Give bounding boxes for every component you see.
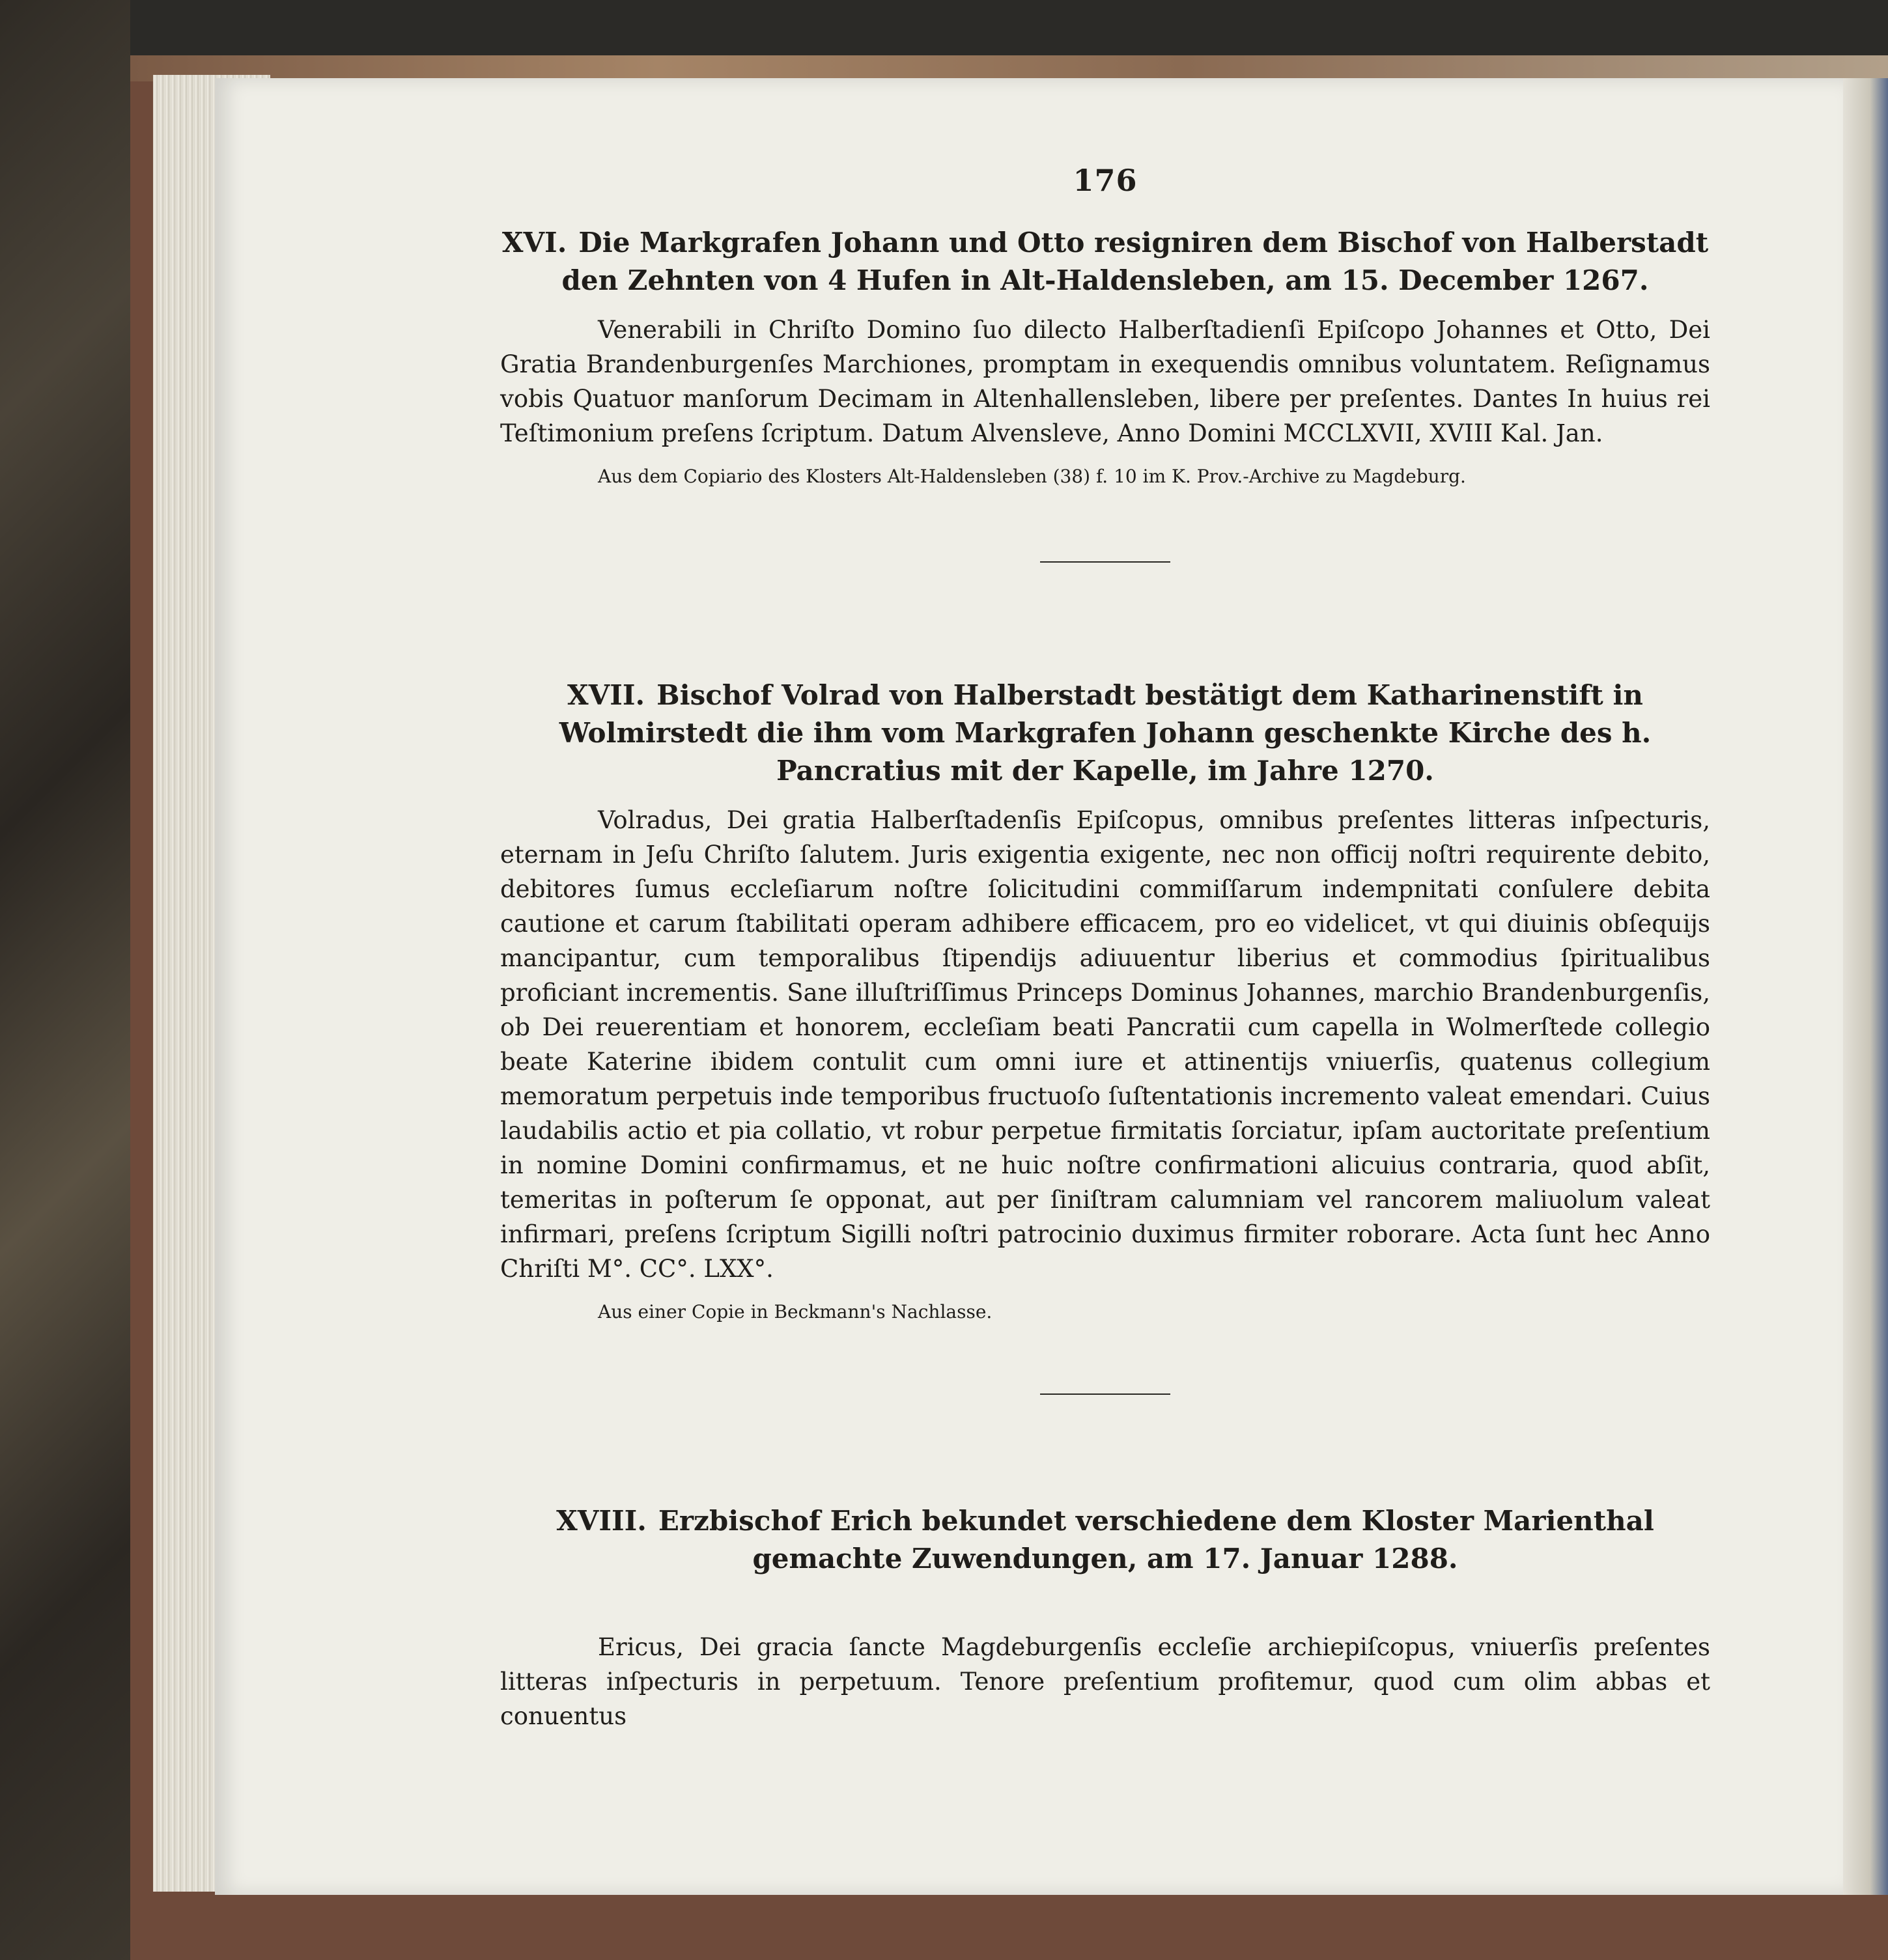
book-top-edge: [130, 55, 1888, 81]
section-heading: [500, 224, 1710, 300]
section-title: Bischof Volrad von Halberstadt bestätigt dem Katharinenstift in Wolmirstedt die ihm vom Markgrafen Johann geschenkte Kirche des h. Pancratius mit der Kapelle, im Jahre 1270.: [559, 679, 1652, 787]
section-title: Die Markgrafen Johann und Otto resigniren dem Bischof von Halberstadt den Zehnten von 4 Hufen in Alt-Haldensleben, am 15. December 1267.: [561, 227, 1709, 296]
section-xviii: [500, 1502, 1710, 1733]
marbled-cover-edge: [0, 0, 130, 1960]
section-heading: [500, 1502, 1710, 1578]
section-numeral: XVI.: [501, 227, 567, 259]
source-note: Aus dem Copiario des Klosters Alt-Haldensleben (38) f. 10 im K. Prov.-Archive zu Magdeburg.: [598, 466, 1466, 487]
section-xvi: [500, 224, 1710, 490]
page-content: [500, 163, 1710, 1733]
section-xvii: [500, 677, 1710, 1325]
section-body: [500, 803, 1710, 1286]
section-numeral: XVII.: [567, 679, 645, 711]
source-note: Aus einer Copie in Beckmann's Nachlasse.: [598, 1301, 993, 1323]
section-heading: [500, 677, 1710, 790]
section-body: [500, 313, 1710, 451]
facing-page-edge: [1843, 78, 1888, 1895]
section-body: [500, 1630, 1710, 1733]
section-title: Erzbischof Erich bekundet verschiedene dem Kloster Marienthal gemachte Zuwendungen, am 17. Januar 1288.: [658, 1505, 1654, 1575]
charter-text: Venerabili in Chriſto Domino ſuo dilecto Halberſtadienſi Epiſcopo Johannes et Otto, Dei Gratia Brandenburgenſes Marchiones, promptam in exequendis omnibus voluntatem. Reſignamus vobis Quatuor manſorum Decimam in Altenhallensleben, libere per preſentes. Dantes In huius rei Teſtimonium preſens ſcriptum. Datum Alvensleve, Anno Domini MCCLXVII, XVIII Kal. Jan.: [500, 316, 1710, 447]
section-numeral: XVIII.: [556, 1505, 647, 1537]
page-number: 176: [1073, 163, 1138, 198]
charter-text: Ericus, Dei gracia ſancte Magdeburgenſis eccleſie archiepiſcopus, vniuerſis preſentes litteras inſpecturis in perpetuum. Tenore preſentium profitemur, quod cum olim abbas et conuentus: [500, 1633, 1710, 1730]
charter-text: Volradus, Dei gratia Halberſtadenſis Epiſcopus, omnibus preſentes litteras inſpecturis, eternam in Jeſu Chriſto ſalutem. Juris exigentia exigente, nec non officij noſtri requirente debito, debitores ſumus eccleſiarum noſtre ſolicitudini commiſſarum indempnitati conſulere debita cautione et carum ſtabilitati operam adhibere efficacem, pro eo videlicet, vt qui diuinis obſequijs mancipantur, cum temporalibus ſtipendijs adiuuentur liberius et commodius ſpiritualibus proficiant incrementis. Sane illuſtriſſimus Princeps Dominus Johannes, marchio Brandenburgenſis, ob Dei reuerentiam et honorem, eccleſiam beati Pancratii cum capella in Wolmerſtede collegio beate Katerine ibidem contulit cum omni iure et attinentijs vniuerſis, quatenus collegium memoratum perpetuis inde temporibus fructuoſo ſuſtentationis incremento valeat emendari. Cuius laudabilis actio et pia collatio, vt robur perpetue firmitatis ſorciatur, ipſam auctoritate preſentium in nomine Domini confirmamus, et ne huic noſtre confirmationi alicuius contraria, quod abſit, temeritas in poſterum ſe opponat, aut per ſiniſtram calumniam vel rancorem maliuolum valeat infirmari, preſens ſcriptum Sigilli noſtri patrocinio duximus firmiter roborare. Acta ſunt hec Anno Chriſti M°. CC°. LXX°.: [500, 806, 1710, 1283]
